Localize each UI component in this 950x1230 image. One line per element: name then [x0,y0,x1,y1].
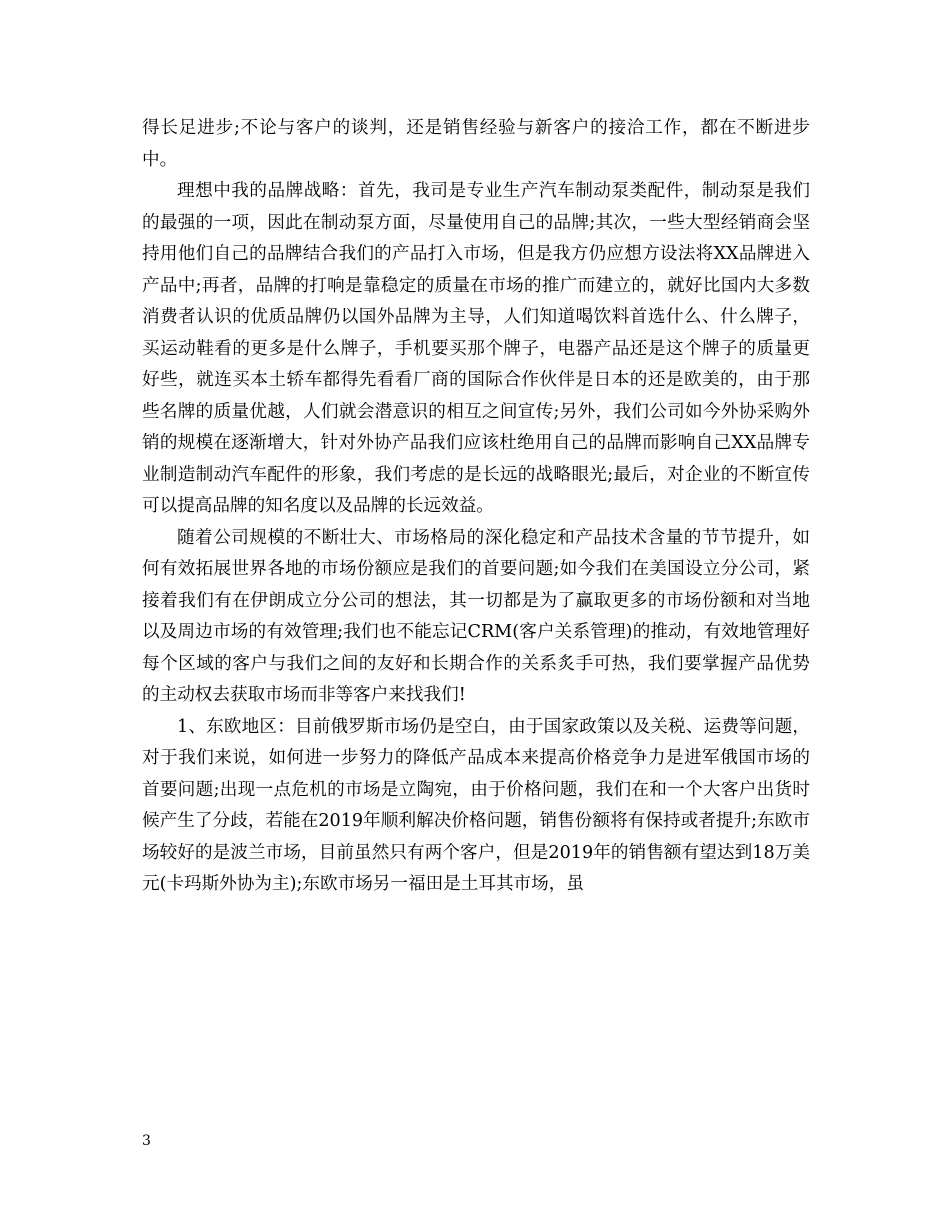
paragraph-eastern-europe: 1、东欧地区：目前俄罗斯市场仍是空白，由于国家政策以及关税、运费等问题，对于我们来说，如何进一步努力的降低产品成本来提高价格竞争力是进军俄国市场的首要问题;出现一点危机的市场是立陶宛，由于价格问题，我们在和一个大客户出货时候产生了分歧，若能在2019年顺利解决价格问题，销售份额将有保持或者提升;东欧市场较好的是波兰市场，目前虽然只有两个客户，但是2019年的销售额有望达到18万美元(卡玛斯外协为主);东欧市场另一福田是土耳其市场，虽 [142,716,810,894]
paragraph-continuation: 得长足进步;不论与客户的谈判，还是销售经验与新客户的接洽工作，都在不断进步中。 [142,118,810,170]
document-body [142,113,810,901]
paragraph-brand-strategy: 理想中我的品牌战略：首先，我司是专业生产汽车制动泵类配件，制动泵是我们的最强的一项，因此在制动泵方面，尽量使用自己的品牌;其次，一些大型经销商会坚持用他们自己的品牌结合我们的产品打入市场，但是我方仍应想方设法将XX品牌进入产品中;再者，品牌的打响是靠稳定的质量在市场的推广而建立的，就好比国内大多数消费者认识的优质品牌仍以国外品牌为主导，人们知道喝饮料首选什么、什么牌子，买运动鞋看的更多是什么牌子，手机要买那个牌子，电器产品还是这个牌子的质量更好些，就连买本土轿车都得先看看厂商的国际合作伙伴是日本的还是欧美的，由于那些名牌的质量优越，人们就会潜意识的相互之间宣传;另外，我们公司如今外协采购外销的规模在逐渐增大，针对外协产品我们应该杜绝用自己的品牌而影响自己XX品牌专业制造制动汽车配件的形象，我们考虑的是长远的战略眼光;最后，对企业的不断宣传可以提高品牌的知名度以及品牌的长远效益。 [142,181,810,516]
paragraph-market-expansion: 随着公司规模的不断壮大、市场格局的深化稳定和产品技术含量的节节提升，如何有效拓展世界各地的市场份额应是我们的首要问题;如今我们在美国设立分公司，紧接着我们有在伊朗成立分公司的想法，其一切都是为了赢取更多的市场份额和对当地以及周边市场的有效管理;我们也不能忘记CRM(客户关系管理)的推动，有效地管理好每个区域的客户与我们之间的友好和长期合作的关系炙手可热，我们要掌握产品优势的主动权去获取市场而非等客户来找我们! [142,527,810,705]
page-number: 3 [142,1133,151,1149]
